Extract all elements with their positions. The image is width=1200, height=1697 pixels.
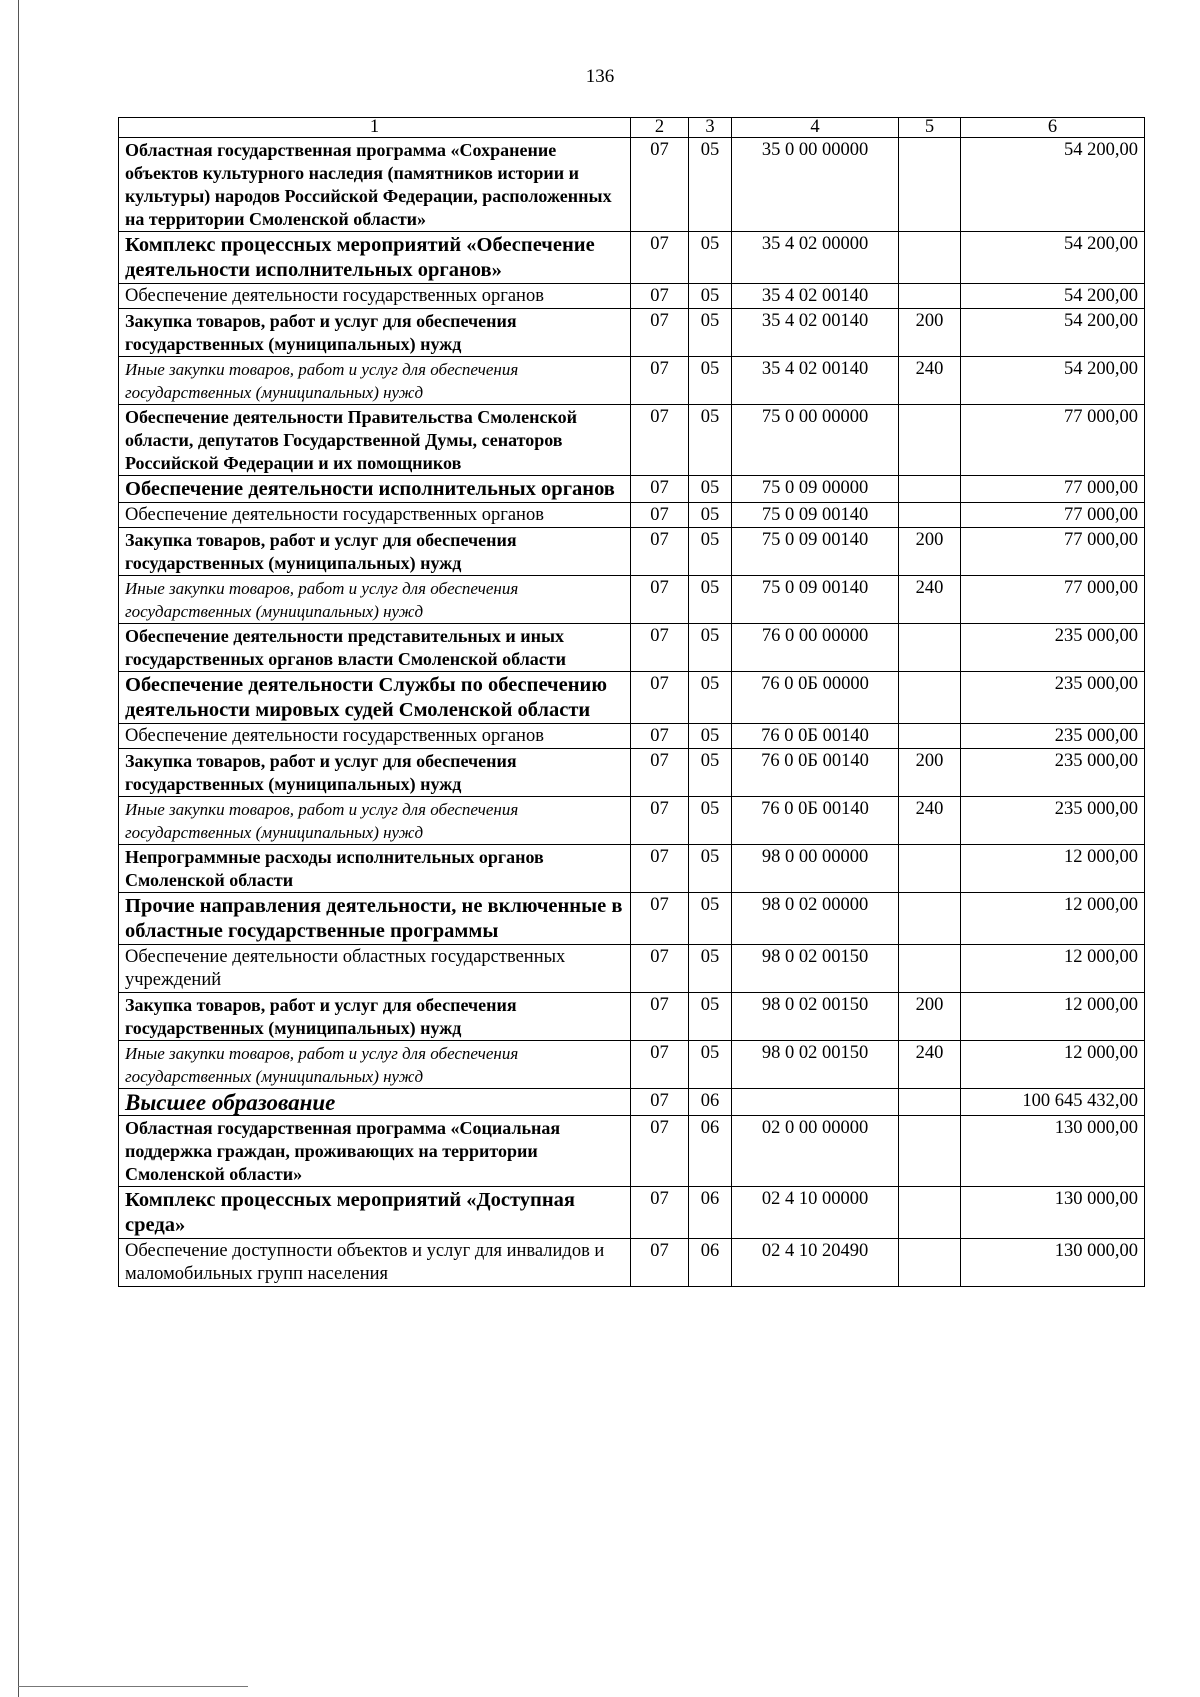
column-header-expense-type: 5 [899,118,961,138]
row-name-cell: Обеспечение деятельности исполнительных органов [119,476,631,503]
table-row [119,528,1145,576]
table-row [119,1116,1145,1187]
row-amount-cell: 12 000,00 [961,845,1145,893]
row-code-cell: 98 0 02 00150 [732,945,899,993]
row-subsection-cell: 05 [689,503,732,528]
header-row [119,118,1145,138]
row-subsection-cell: 05 [689,945,732,993]
row-amount-cell: 77 000,00 [961,528,1145,576]
row-type-cell [899,405,961,476]
row-amount-cell: 235 000,00 [961,624,1145,672]
row-section-cell: 07 [631,672,689,724]
row-section-cell: 07 [631,232,689,284]
row-type-cell: 200 [899,993,961,1041]
row-section-cell: 07 [631,503,689,528]
row-section-cell: 07 [631,405,689,476]
row-type-cell [899,138,961,232]
page-edge-line [18,0,19,1697]
row-amount-cell: 12 000,00 [961,893,1145,945]
row-code-cell: 75 0 09 00140 [732,503,899,528]
row-subsection-cell: 05 [689,749,732,797]
row-type-cell: 240 [899,797,961,845]
table-row [119,797,1145,845]
row-type-cell [899,1239,961,1287]
row-name-cell: Иные закупки товаров, работ и услуг для обеспечения государственных (муниципальных) нужд [119,357,631,405]
row-subsection-cell: 05 [689,1041,732,1089]
row-name-cell: Обеспечение доступности объектов и услуг для инвалидов и маломобильных групп населения [119,1239,631,1287]
row-section-cell: 07 [631,993,689,1041]
row-name-cell: Обеспечение деятельности представительных и иных государственных органов власти Смоленской области [119,624,631,672]
page-bottom-line [18,1686,248,1687]
row-name-cell: Обеспечение деятельности государственных органов [119,503,631,528]
row-subsection-cell: 05 [689,232,732,284]
column-header-section: 2 [631,118,689,138]
row-type-cell [899,232,961,284]
row-name-cell: Иные закупки товаров, работ и услуг для обеспечения государственных (муниципальных) нужд [119,576,631,624]
row-code-cell: 75 0 09 00140 [732,576,899,624]
row-subsection-cell: 05 [689,476,732,503]
table-row [119,1089,1145,1116]
row-name-cell: Прочие направления деятельности, не включенные в областные государственные программы [119,893,631,945]
row-amount-cell: 12 000,00 [961,993,1145,1041]
row-code-cell: 75 0 00 00000 [732,405,899,476]
row-amount-cell: 130 000,00 [961,1187,1145,1239]
column-header-amount: 6 [961,118,1145,138]
row-section-cell: 07 [631,893,689,945]
row-subsection-cell: 06 [689,1239,732,1287]
row-section-cell: 07 [631,724,689,749]
row-type-cell: 240 [899,576,961,624]
row-section-cell: 07 [631,357,689,405]
row-name-cell: Комплекс процессных мероприятий «Доступная среда» [119,1187,631,1239]
row-code-cell: 76 0 0Б 00000 [732,672,899,724]
row-subsection-cell: 05 [689,724,732,749]
row-amount-cell: 100 645 432,00 [961,1089,1145,1116]
row-name-cell: Закупка товаров, работ и услуг для обеспечения государственных (муниципальных) нужд [119,749,631,797]
row-subsection-cell: 05 [689,893,732,945]
row-subsection-cell: 05 [689,845,732,893]
row-code-cell: 75 0 09 00140 [732,528,899,576]
table-row [119,405,1145,476]
row-name-cell: Закупка товаров, работ и услуг для обеспечения государственных (муниципальных) нужд [119,993,631,1041]
row-name-cell: Высшее образование [119,1089,631,1116]
row-section-cell: 07 [631,624,689,672]
table-row [119,672,1145,724]
row-section-cell: 07 [631,1239,689,1287]
table-row [119,993,1145,1041]
row-code-cell: 76 0 00 00000 [732,624,899,672]
row-amount-cell: 12 000,00 [961,1041,1145,1089]
row-amount-cell: 235 000,00 [961,724,1145,749]
row-code-cell: 35 0 00 00000 [732,138,899,232]
row-code-cell: 98 0 00 00000 [732,845,899,893]
row-type-cell: 200 [899,309,961,357]
row-amount-cell: 77 000,00 [961,476,1145,503]
row-amount-cell: 235 000,00 [961,797,1145,845]
row-amount-cell: 130 000,00 [961,1239,1145,1287]
row-section-cell: 07 [631,138,689,232]
table-row [119,284,1145,309]
column-header-subsection: 3 [689,118,732,138]
row-amount-cell: 12 000,00 [961,945,1145,993]
table-row [119,503,1145,528]
table-header [119,118,1145,138]
table-row [119,232,1145,284]
row-subsection-cell: 05 [689,357,732,405]
table-row [119,893,1145,945]
row-subsection-cell: 05 [689,576,732,624]
row-amount-cell: 54 200,00 [961,357,1145,405]
row-type-cell [899,503,961,528]
row-code-cell: 98 0 02 00000 [732,893,899,945]
row-name-cell: Закупка товаров, работ и услуг для обеспечения государственных (муниципальных) нужд [119,528,631,576]
row-name-cell: Обеспечение деятельности Службы по обеспечению деятельности мировых судей Смоленской области [119,672,631,724]
row-code-cell: 76 0 0Б 00140 [732,724,899,749]
table-row [119,1239,1145,1287]
row-subsection-cell: 05 [689,672,732,724]
table-row [119,624,1145,672]
row-name-cell: Закупка товаров, работ и услуг для обеспечения государственных (муниципальных) нужд [119,309,631,357]
table-row [119,724,1145,749]
row-subsection-cell: 05 [689,624,732,672]
table-row [119,1041,1145,1089]
row-type-cell [899,672,961,724]
row-amount-cell: 77 000,00 [961,576,1145,624]
row-amount-cell: 54 200,00 [961,232,1145,284]
row-amount-cell: 77 000,00 [961,405,1145,476]
row-name-cell: Обеспечение деятельности Правительства Смоленской области, депутатов Государственной Думы, сенаторов Российской Федерации и их помощников [119,405,631,476]
row-section-cell: 07 [631,284,689,309]
row-section-cell: 07 [631,476,689,503]
row-type-cell [899,724,961,749]
row-name-cell: Иные закупки товаров, работ и услуг для обеспечения государственных (муниципальных) нужд [119,797,631,845]
budget-table [118,117,1145,1287]
row-section-cell: 07 [631,309,689,357]
row-type-cell: 200 [899,749,961,797]
table-row [119,357,1145,405]
row-name-cell: Обеспечение деятельности государственных органов [119,724,631,749]
row-code-cell: 98 0 02 00150 [732,1041,899,1089]
row-section-cell: 07 [631,749,689,797]
row-name-cell: Обеспечение деятельности областных государственных учреждений [119,945,631,993]
row-name-cell: Непрограммные расходы исполнительных органов Смоленской области [119,845,631,893]
row-type-cell [899,1089,961,1116]
row-name-cell: Областная государственная программа «Социальная поддержка граждан, проживающих на территории Смоленской области» [119,1116,631,1187]
row-section-cell: 07 [631,945,689,993]
row-type-cell: 240 [899,357,961,405]
row-code-cell: 02 0 00 00000 [732,1116,899,1187]
row-type-cell [899,945,961,993]
table-row [119,138,1145,232]
row-section-cell: 07 [631,1089,689,1116]
row-code-cell: 02 4 10 20490 [732,1239,899,1287]
row-amount-cell: 54 200,00 [961,284,1145,309]
row-code-cell [732,1089,899,1116]
row-name-cell: Областная государственная программа «Сохранение объектов культурного наследия (памятников истории и культуры) народов Российской Федерации, расположенных на территории Смоленской области» [119,138,631,232]
column-header-target-code: 4 [732,118,899,138]
row-amount-cell: 130 000,00 [961,1116,1145,1187]
row-section-cell: 07 [631,1116,689,1187]
row-name-cell: Обеспечение деятельности государственных органов [119,284,631,309]
row-type-cell [899,845,961,893]
row-code-cell: 35 4 02 00140 [732,309,899,357]
row-section-cell: 07 [631,1041,689,1089]
row-amount-cell: 54 200,00 [961,309,1145,357]
table-row [119,476,1145,503]
row-name-cell: Комплекс процессных мероприятий «Обеспечение деятельности исполнительных органов» [119,232,631,284]
row-subsection-cell: 05 [689,309,732,357]
row-type-cell [899,1187,961,1239]
table-row [119,576,1145,624]
row-amount-cell: 235 000,00 [961,749,1145,797]
page-number: 136 [585,66,615,87]
row-type-cell [899,893,961,945]
row-type-cell [899,284,961,309]
table-body [119,138,1145,1287]
row-code-cell: 35 4 02 00140 [732,357,899,405]
row-amount-cell: 77 000,00 [961,503,1145,528]
row-amount-cell: 54 200,00 [961,138,1145,232]
row-subsection-cell: 06 [689,1116,732,1187]
row-section-cell: 07 [631,528,689,576]
row-subsection-cell: 06 [689,1089,732,1116]
row-name-cell: Иные закупки товаров, работ и услуг для обеспечения государственных (муниципальных) нужд [119,1041,631,1089]
row-type-cell: 200 [899,528,961,576]
row-subsection-cell: 05 [689,993,732,1041]
row-subsection-cell: 05 [689,528,732,576]
row-section-cell: 07 [631,1187,689,1239]
table-row [119,749,1145,797]
row-code-cell: 75 0 09 00000 [732,476,899,503]
table-row [119,309,1145,357]
column-header-name: 1 [119,118,631,138]
row-section-cell: 07 [631,576,689,624]
table-row [119,1187,1145,1239]
row-type-cell [899,624,961,672]
row-code-cell: 98 0 02 00150 [732,993,899,1041]
row-code-cell: 02 4 10 00000 [732,1187,899,1239]
row-section-cell: 07 [631,797,689,845]
row-code-cell: 76 0 0Б 00140 [732,749,899,797]
table-row [119,845,1145,893]
row-subsection-cell: 05 [689,797,732,845]
table-row [119,945,1145,993]
row-amount-cell: 235 000,00 [961,672,1145,724]
row-type-cell [899,476,961,503]
row-code-cell: 76 0 0Б 00140 [732,797,899,845]
row-subsection-cell: 05 [689,138,732,232]
row-subsection-cell: 06 [689,1187,732,1239]
row-code-cell: 35 4 02 00140 [732,284,899,309]
row-code-cell: 35 4 02 00000 [732,232,899,284]
row-section-cell: 07 [631,845,689,893]
row-subsection-cell: 05 [689,405,732,476]
row-subsection-cell: 05 [689,284,732,309]
row-type-cell: 240 [899,1041,961,1089]
row-type-cell [899,1116,961,1187]
